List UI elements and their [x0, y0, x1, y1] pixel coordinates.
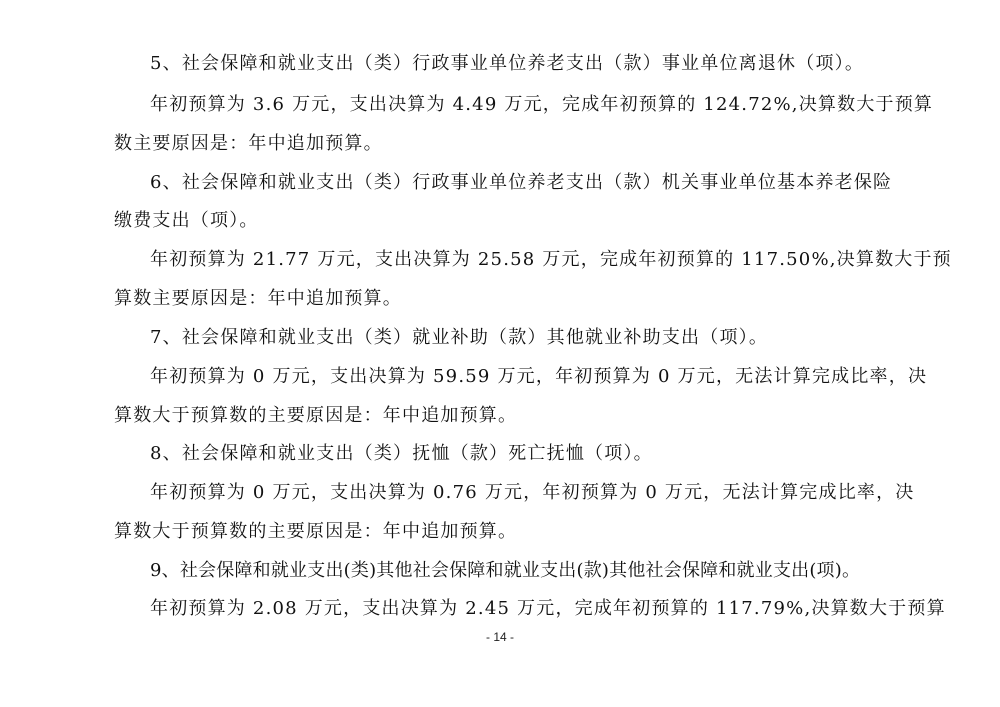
paragraph-line: 年初预算为 2.08 万元，支出决算为 2.45 万元，完成年初预算的 117.79%,决算数大于预算 — [150, 598, 946, 619]
paragraph-line: 年初预算为 21.77 万元，支出决算为 25.58 万元，完成年初预算的 117.50%,决算数大于预 — [150, 249, 952, 270]
heading-item-6: 6、社会保障和就业支出（类）行政事业单位养老支出（款）机关事业单位基本养老保险 — [150, 172, 893, 193]
paragraph-line: 缴费支出（项）。 — [114, 210, 259, 231]
paragraph-line: 年初预算为 0 万元，支出决算为 59.59 万元，年初预算为 0 万元，无法计算完成比率，决 — [150, 366, 928, 387]
heading-item-8: 8、社会保障和就业支出（类）抚恤（款）死亡抚恤（项）。 — [150, 443, 653, 464]
paragraph-line: 算数主要原因是：年中追加预算。 — [114, 288, 402, 309]
paragraph-line: 算数大于预算数的主要原因是：年中追加预算。 — [114, 521, 518, 542]
paragraph-line: 年初预算为 3.6 万元，支出决算为 4.49 万元，完成年初预算的 124.72%,决算数大于预算 — [150, 94, 934, 115]
page-number: - 14 - — [485, 630, 514, 644]
heading-item-9: 9、社会保障和就业支出(类)其他社会保障和就业支出(款)其他社会保障和就业支出(项)。 — [150, 560, 861, 581]
paragraph-line: 数主要原因是：年中追加预算。 — [114, 133, 383, 154]
heading-item-5: 5、社会保障和就业支出（类）行政事业单位养老支出（款）事业单位离退休（项）。 — [150, 53, 865, 74]
paragraph-line: 年初预算为 0 万元，支出决算为 0.76 万元，年初预算为 0 万元，无法计算完成比率，决 — [150, 482, 915, 503]
paragraph-line: 算数大于预算数的主要原因是：年中追加预算。 — [114, 405, 518, 426]
heading-item-7: 7、社会保障和就业支出（类）就业补助（款）其他就业补助支出（项）。 — [150, 327, 769, 348]
